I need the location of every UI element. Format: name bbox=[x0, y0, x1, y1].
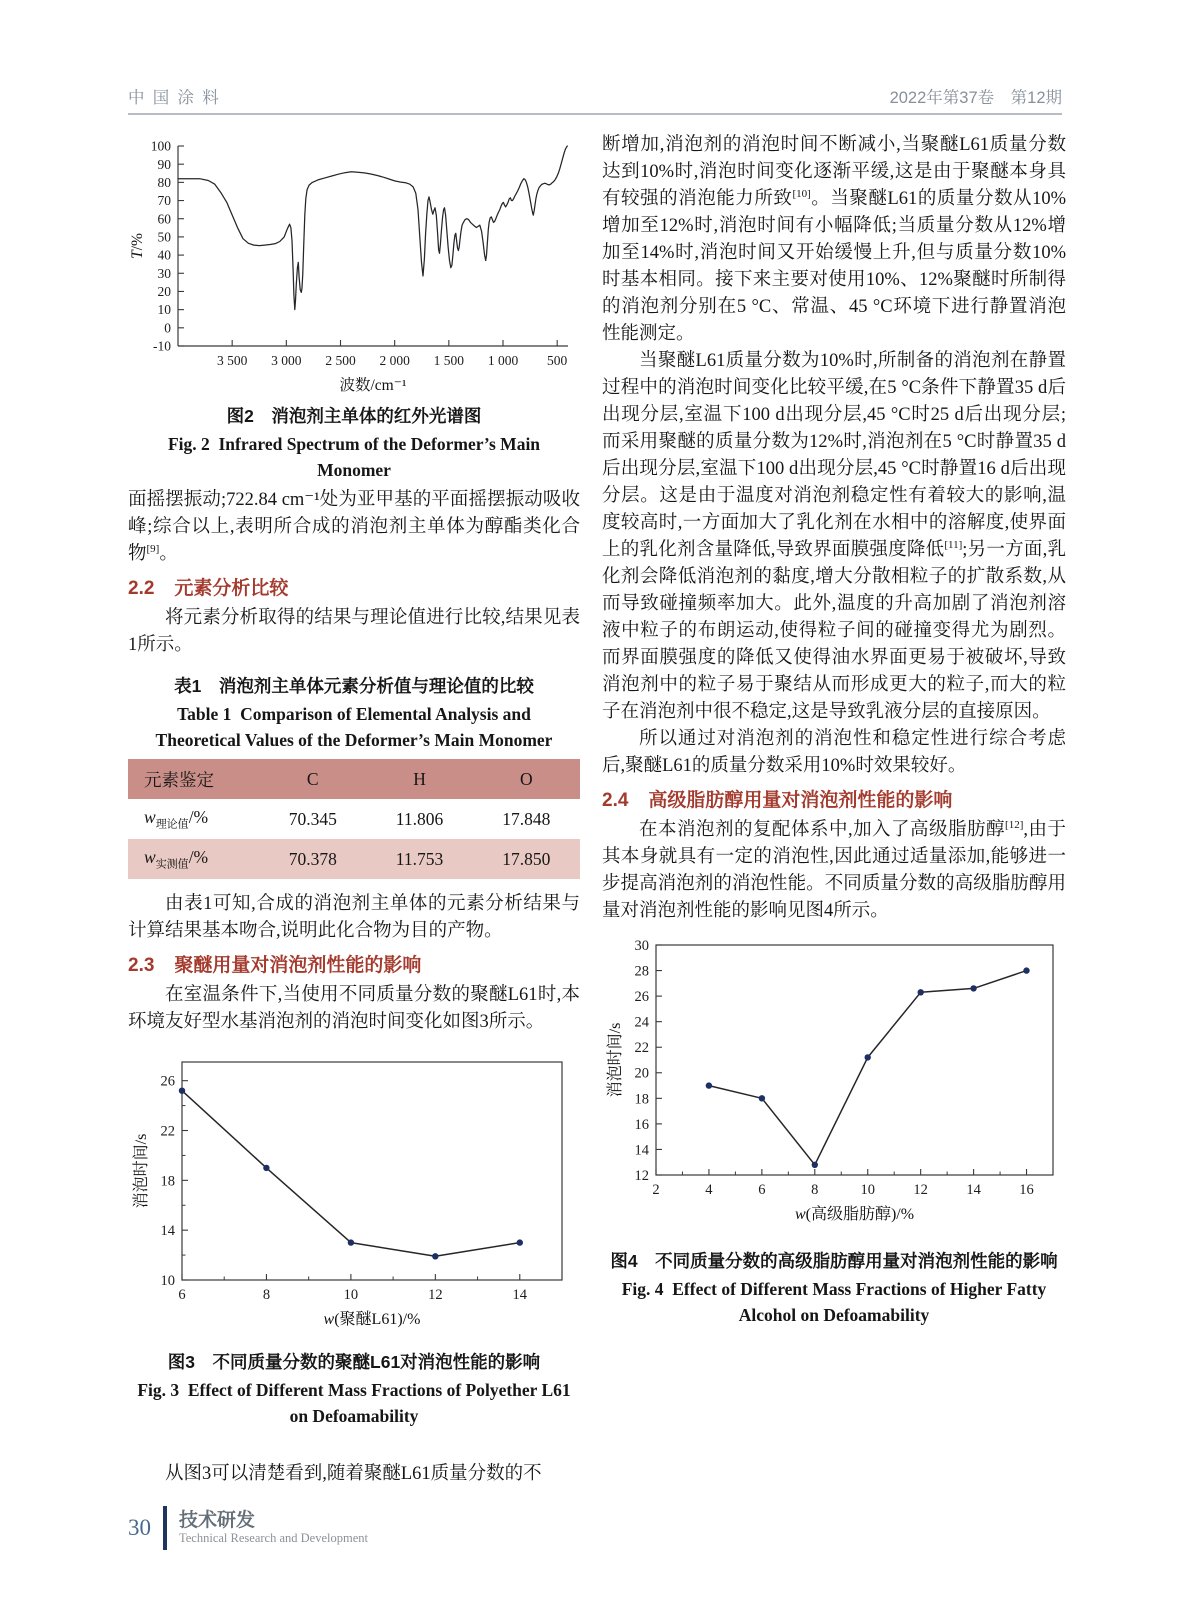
svg-text:18: 18 bbox=[634, 1091, 649, 1108]
table-cell: 70.378 bbox=[259, 839, 366, 879]
fig4-caption-en: Fig. 4 Effect of Different Mass Fractions of Higher Fatty Alcohol on Defoamability bbox=[621, 1279, 1047, 1325]
row-label: $w_{实测值}/\%$ bbox=[128, 839, 259, 879]
svg-text:18: 18 bbox=[160, 1173, 175, 1190]
svg-text:14: 14 bbox=[634, 1142, 649, 1159]
svg-text:14: 14 bbox=[966, 1182, 981, 1198]
svg-text:T/%: T/% bbox=[129, 233, 146, 259]
table-cell: 11.753 bbox=[366, 839, 472, 879]
svg-text:3 500: 3 500 bbox=[216, 353, 248, 368]
issue-info: 2022年第37卷 第12期 bbox=[889, 89, 1062, 107]
fig4-caption-cn: 图4 不同质量分数的高级脂肪醇用量对消泡剂性能的影响 bbox=[610, 1251, 1058, 1271]
svg-text:-10: -10 bbox=[153, 338, 171, 354]
table1-caption-en: Table 1 Comparison of Elemental Analysis and Theoretical Values of the Deformer’s Main Monomer bbox=[155, 704, 553, 750]
section-number: 2.4 bbox=[602, 790, 629, 811]
svg-text:消泡时间/s: 消泡时间/s bbox=[607, 1022, 624, 1098]
svg-text:40: 40 bbox=[157, 247, 171, 263]
svg-text:14: 14 bbox=[160, 1223, 175, 1240]
svg-text:w(聚醚L61)/%: w(聚醚L61)/% bbox=[323, 1311, 421, 1328]
fig3-chart-wrap bbox=[128, 1050, 580, 1347]
svg-text:100: 100 bbox=[150, 138, 171, 154]
svg-text:14: 14 bbox=[512, 1287, 528, 1303]
paragraph: 断增加,消泡剂的消泡时间不断减小,当聚醚L61质量分数达到10%时,消泡时间变化逐渐平缓,这是由于聚醚本身具有较强的消泡能力所致[10]。当聚醚L61的质量分数从10%增加至12%时,消泡时间有小幅降低;当质量分数从12%增加至14%时,消泡时间又开始缓慢上升,但与质量分数10%时基本相同。接下来主要对使用10%、12%聚醚时所制得的消泡剂分别在5 °C、常温、45 °C环境下进行静置消泡性能测定。 bbox=[602, 135, 1066, 344]
svg-text:12: 12 bbox=[634, 1167, 649, 1184]
table-cell: 17.850 bbox=[473, 839, 580, 879]
table1-elemental-analysis bbox=[128, 759, 580, 879]
section-heading-2-2 bbox=[128, 573, 580, 600]
table1-caption-cn: 表1 消泡剂主单体元素分析值与理论值的比较 bbox=[174, 676, 534, 696]
svg-text:波数/cm⁻¹: 波数/cm⁻¹ bbox=[339, 377, 407, 394]
fig2-chart-wrap bbox=[128, 134, 580, 401]
svg-text:16: 16 bbox=[1019, 1182, 1034, 1198]
svg-text:90: 90 bbox=[157, 156, 171, 172]
svg-text:500: 500 bbox=[547, 353, 568, 368]
fig2-caption-en: Fig. 2 Infrared Spectrum of the Deformer’s Main Monomer bbox=[167, 434, 541, 480]
paragraph: 面摇摆振动;722.84 cm⁻¹处为亚甲基的平面摇摆振动吸收峰;综合以上,表明所合成的消泡剂主单体为醇酯类化合物[9]。 bbox=[128, 490, 580, 564]
paragraph: 由表1可知,合成的消泡剂主单体的元素分析结果与计算结果基本吻合,说明此化合物为目的产物。 bbox=[128, 894, 580, 941]
journal-name: 中国涂料 bbox=[128, 89, 227, 107]
section-heading-2-3 bbox=[128, 950, 580, 977]
left-column bbox=[128, 132, 580, 1488]
svg-text:0: 0 bbox=[164, 320, 171, 336]
table-header-cell: 元素鉴定 bbox=[128, 759, 259, 799]
svg-text:10: 10 bbox=[160, 1272, 175, 1289]
paragraph: 从图3可以清楚看到,随着聚醚L61质量分数的不 bbox=[165, 1464, 542, 1484]
svg-text:10: 10 bbox=[157, 302, 171, 318]
table-header-cell: H bbox=[366, 759, 472, 799]
table-row bbox=[128, 799, 580, 839]
fig4-chart-wrap bbox=[602, 935, 1066, 1246]
svg-text:26: 26 bbox=[160, 1073, 175, 1090]
svg-text:22: 22 bbox=[160, 1123, 175, 1140]
svg-text:12: 12 bbox=[428, 1287, 443, 1303]
svg-text:10: 10 bbox=[860, 1182, 875, 1198]
svg-text:16: 16 bbox=[634, 1116, 649, 1133]
paragraph: 将元素分析取得的结果与理论值进行比较,结果见表1所示。 bbox=[128, 608, 580, 655]
table-cell: 17.848 bbox=[502, 808, 551, 829]
svg-text:60: 60 bbox=[157, 211, 171, 227]
right-column bbox=[602, 132, 1066, 1488]
fig2-ir-spectrum-chart bbox=[128, 134, 578, 396]
svg-text:2 000: 2 000 bbox=[379, 353, 410, 368]
fig2-caption-cn: 图2 消泡剂主单体的红外光谱图 bbox=[226, 406, 482, 426]
svg-text:消泡时间/s: 消泡时间/s bbox=[133, 1133, 150, 1209]
svg-text:1 500: 1 500 bbox=[433, 353, 465, 368]
section-title: 高级脂肪醇用量对消泡剂性能的影响 bbox=[648, 790, 953, 811]
svg-text:20: 20 bbox=[157, 284, 171, 300]
section-number: 2.3 bbox=[128, 955, 155, 976]
svg-text:70: 70 bbox=[157, 193, 171, 209]
page-number: 30 bbox=[128, 1515, 151, 1540]
fig4-line-chart bbox=[602, 935, 1067, 1241]
table-cell: 70.345 bbox=[288, 808, 337, 829]
svg-text:10: 10 bbox=[343, 1287, 359, 1303]
paragraph: 在本消泡剂的复配体系中,加入了高级脂肪醇[12],由于其本身就具有一定的消泡性,因此通过适量添加,能够进一步提高消泡剂的消泡性能。不同质量分数的高级脂肪醇用量对消泡剂性能的影响见图4所示。 bbox=[602, 818, 1066, 921]
svg-text:28: 28 bbox=[634, 963, 649, 980]
svg-text:2 500: 2 500 bbox=[325, 353, 356, 368]
page-footer bbox=[128, 1506, 368, 1550]
section-heading-2-4 bbox=[602, 785, 1066, 812]
svg-text:26: 26 bbox=[634, 989, 649, 1006]
table-header-cell: C bbox=[259, 759, 366, 799]
page-header bbox=[128, 84, 1062, 115]
svg-text:6: 6 bbox=[758, 1182, 766, 1198]
svg-text:4: 4 bbox=[705, 1182, 713, 1198]
svg-text:12: 12 bbox=[913, 1182, 928, 1198]
paragraph: 所以通过对消泡剂的消泡性和稳定性进行综合考虑后,聚醚L61的质量分数采用10%时效果较好。 bbox=[602, 729, 1066, 776]
svg-text:w(高级脂肪醇)/%: w(高级脂肪醇)/% bbox=[794, 1206, 915, 1223]
svg-text:3 000: 3 000 bbox=[271, 353, 302, 368]
paragraph: 当聚醚L61质量分数为10%时,所制备的消泡剂在静置过程中的消泡时间变化比较平缓,在5 °C条件下静置35 d后出现分层,室温下100 d出现分层,45 °C时25 d后出现分层;而采用聚醚的质量分数为12%时,消泡剂在5 °C时静置35 d后出现分层,室温下100 d出现分层,45 °C时静置16 d后出现分层。这是由于温度对消泡剂稳定性有着较大的影响,温度较高时,一方面加大了乳化剂在水相中的溶解度,使界面上的乳化剂含量降低,导致界面膜强度降低[11];另一方面,乳化剂会降低消泡剂的黏度,增大分散相粒子的扩散系数,从而导致碰撞频率加大。此外,温度的升高加剧了消泡剂溶液中粒子的布朗运动,使得粒子间的碰撞变得尤为剧烈。而界面膜强度的降低又使得油水界面更易于被破坏,导致消泡剂中的粒子易于聚结从而形成更大的粒子,而大的粒子在消泡剂中很不稳定,这是导致乳液分层的直接原因。 bbox=[602, 351, 1066, 722]
svg-text:30: 30 bbox=[634, 937, 649, 954]
section-title: 聚醚用量对消泡剂性能的影响 bbox=[174, 955, 422, 976]
paragraph: 在室温条件下,当使用不同质量分数的聚醚L61时,本环境友好型水基消泡剂的消泡时间变化如图3所示。 bbox=[128, 985, 580, 1032]
footer-divider-bar bbox=[163, 1506, 167, 1550]
svg-text:22: 22 bbox=[634, 1040, 649, 1057]
table-cell: 11.806 bbox=[395, 808, 444, 829]
row-label: $w_{理论值}/\%$ bbox=[144, 806, 209, 831]
section-title: 元素分析比较 bbox=[174, 578, 289, 599]
table-header-cell: O bbox=[473, 759, 580, 799]
svg-text:80: 80 bbox=[157, 174, 171, 190]
svg-text:20: 20 bbox=[634, 1065, 649, 1082]
section-number: 2.2 bbox=[128, 578, 155, 599]
table-header-row bbox=[128, 759, 580, 799]
fig3-caption-cn: 图3 不同质量分数的聚醚L61对消泡性能的影响 bbox=[167, 1352, 541, 1372]
svg-text:6: 6 bbox=[178, 1287, 186, 1303]
svg-text:2: 2 bbox=[652, 1182, 660, 1198]
svg-text:24: 24 bbox=[634, 1014, 649, 1031]
footer-section-cn: 技术研发 bbox=[179, 1509, 256, 1531]
svg-text:8: 8 bbox=[262, 1287, 271, 1303]
svg-text:1 000: 1 000 bbox=[487, 353, 519, 368]
svg-text:30: 30 bbox=[157, 265, 171, 281]
fig3-caption-en: Fig. 3 Effect of Different Mass Fractions of Polyether L61 on Defoamability bbox=[137, 1380, 571, 1426]
footer-section-en: Technical Research and Development bbox=[179, 1531, 368, 1546]
fig3-line-chart bbox=[128, 1050, 578, 1342]
svg-text:8: 8 bbox=[811, 1182, 819, 1198]
table-row bbox=[128, 839, 580, 879]
svg-text:50: 50 bbox=[157, 229, 171, 245]
